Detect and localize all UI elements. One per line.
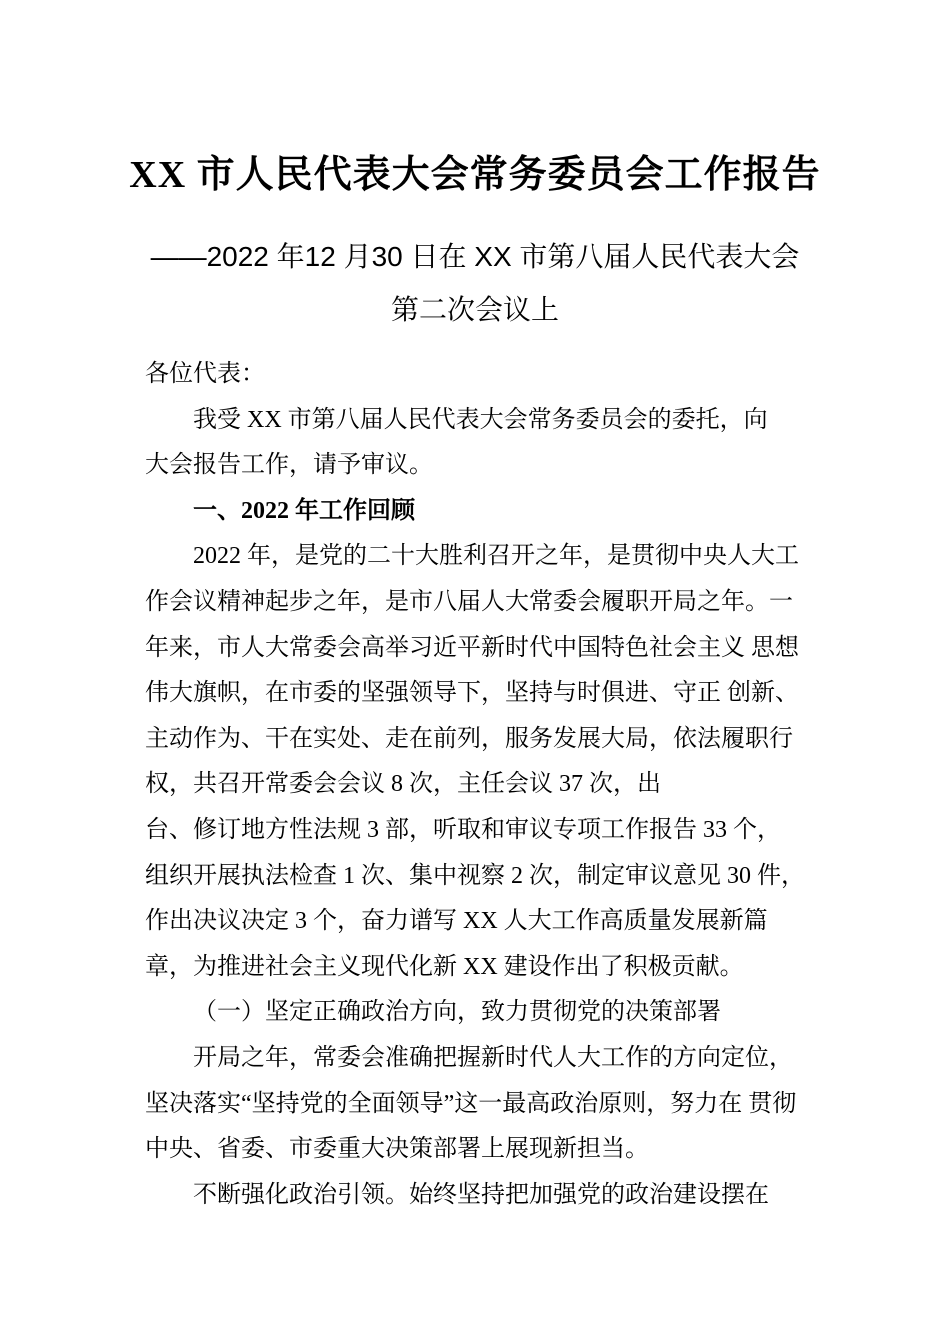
body-line: 不断强化政治引领。始终坚持把加强党的政治建设摆在 xyxy=(193,1181,769,1208)
body-line: 大会报告工作，请予审议。 xyxy=(145,452,433,479)
body-line: 2022 年，是党的二十大胜利召开之年，是贯彻中央人大工 xyxy=(193,543,799,570)
document-subtitle xyxy=(125,230,825,336)
body-line: 台、修订地方性法规 3 部，听取和审议专项工作报告 33 个， xyxy=(145,816,781,843)
body-line: 组织开展执法检查 1 次、集中视察 2 次，制定审议意见 30 件， xyxy=(145,862,805,889)
body-line: 作出决议决定 3 个，奋力谱写 XX 人大工作高质量发展新篇 xyxy=(145,908,768,935)
subtitle-line-1: ——2022 年12 月30 日在 XX 市第八届人民代表大会 xyxy=(150,241,800,272)
body-line: 我受 XX 市第八届人民代表大会常务委员会的委托，向 xyxy=(193,406,768,433)
body-line: 坚决落实“坚持党的全面领导”这一最高政治原则，努力在 贯彻 xyxy=(145,1090,797,1117)
salutation-line: 各位代表： xyxy=(145,361,265,387)
subsection-heading: （一）坚定正确政治方向，致力贯彻党的决策部署 xyxy=(193,999,721,1026)
body-line: 开局之年，常委会准确把握新时代人大工作的方向定位， xyxy=(193,1044,793,1071)
body-line: 年来，市人大常委会高举习近平新时代中国特色社会主义 思想 xyxy=(145,634,799,661)
document-title: XX 市人民代表大会常务委员会工作报告 xyxy=(129,154,821,196)
body-line: 作会议精神起步之年，是市八届人大常委会履职开局之年。一 xyxy=(145,588,793,615)
document-body xyxy=(145,352,825,1218)
subtitle-line-2: 第二次会议上 xyxy=(390,294,559,325)
body-line: 章，为推进社会主义现代化新 XX 建设作出了积极贡献。 xyxy=(145,953,744,980)
body-line: 伟大旗帜，在市委的坚强领导下，坚持与时俱进、守正 创新、 xyxy=(145,680,799,707)
body-line: 权，共召开常委会会议 8 次，主任会议 37 次，出 xyxy=(145,771,661,798)
body-line: 中央、省委、市委重大决策部署上展现新担当。 xyxy=(145,1136,649,1163)
section-heading: 一、2022 年工作回顾 xyxy=(193,497,415,524)
body-line: 主动作为、干在实处、走在前列，服务发展大局，依法履职行 xyxy=(145,725,793,752)
